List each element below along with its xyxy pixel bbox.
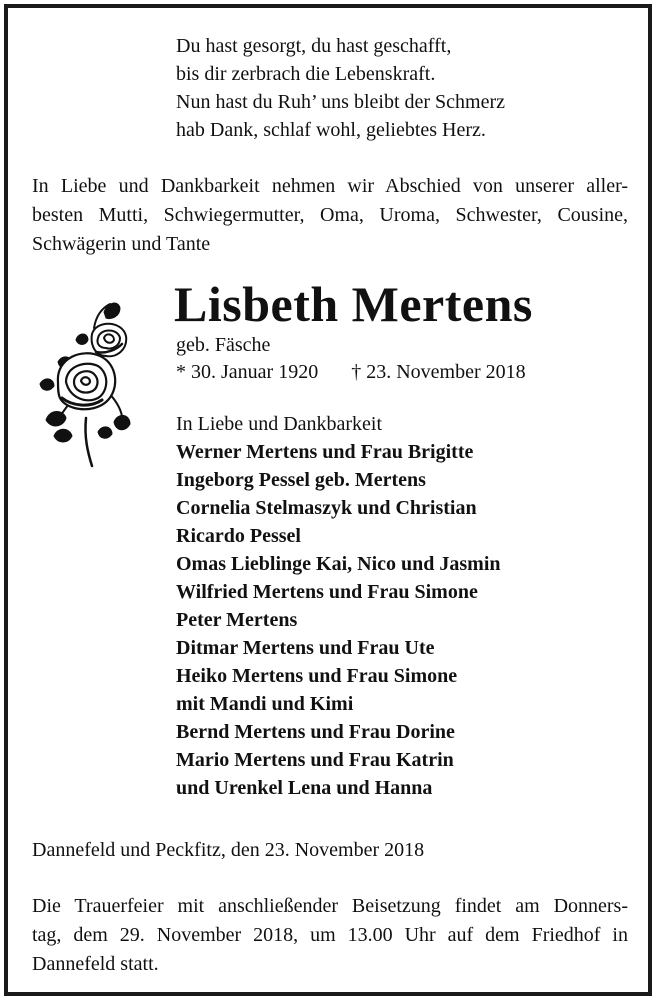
- intro-line: In Liebe und Dankbarkeit nehmen wir Abschied von unserer aller-: [32, 175, 628, 197]
- birth-date: * 30. Januar 1920: [176, 361, 319, 383]
- intro-text: [32, 172, 628, 259]
- family-member: Cornelia Stelmaszyk und Christian: [176, 497, 477, 519]
- notice-border: [4, 4, 652, 996]
- family-member: Ditmar Mertens und Frau Ute: [176, 637, 435, 659]
- family-member: Ingeborg Pessel geb. Mertens: [176, 469, 426, 491]
- family-member: Omas Lieblinge Kai, Nico und Jasmin: [176, 553, 501, 575]
- family-member: Ricardo Pessel: [176, 525, 301, 547]
- intro-line: Schwägerin und Tante: [32, 233, 211, 255]
- deceased-name: Lisbeth Mertens: [174, 276, 533, 332]
- born-name: geb. Fäsche: [176, 334, 271, 356]
- funeral-line: Die Trauerfeier mit anschließender Beisetzung findet am Donners-: [32, 895, 628, 917]
- family-member: Heiko Mertens und Frau Simone: [176, 665, 458, 687]
- family-member: mit Mandi und Kimi: [176, 693, 354, 715]
- family-member: Wilfried Mertens und Frau Simone: [176, 581, 478, 603]
- family-member: und Urenkel Lena und Hanna: [176, 777, 433, 799]
- poem: [176, 32, 636, 144]
- life-dates: [176, 358, 636, 386]
- poem-line: bis dir zerbrach die Lebenskraft.: [176, 63, 436, 85]
- family-member: Werner Mertens und Frau Brigitte: [176, 441, 474, 463]
- funeral-info: [32, 892, 628, 979]
- funeral-line: tag, dem 29. November 2018, um 13.00 Uhr auf dem Friedhof in: [32, 924, 628, 946]
- poem-line: Nun hast du Ruh’ uns bleibt der Schmerz: [176, 91, 506, 113]
- funeral-line: Dannefeld statt.: [32, 953, 159, 975]
- poem-line: Du hast gesorgt, du hast geschafft,: [176, 35, 452, 57]
- family-member: Peter Mertens: [176, 609, 298, 631]
- family-lead: In Liebe und Dankbarkeit: [176, 413, 383, 435]
- death-date: † 23. November 2018: [351, 361, 526, 383]
- family-member: Bernd Mertens und Frau Dorine: [176, 721, 455, 743]
- family-list: [176, 410, 636, 802]
- poem-line: hab Dank, schlaf wohl, geliebtes Herz.: [176, 119, 486, 141]
- obituary-notice: [8, 8, 648, 992]
- rose-icon: [36, 298, 132, 468]
- intro-line: besten Mutti, Schwiegermutter, Oma, Uroma, Schwester, Cousine,: [32, 204, 628, 226]
- place-date: Dannefeld und Peckfitz, den 23. November 2018: [32, 839, 425, 861]
- family-member: Mario Mertens und Frau Katrin: [176, 749, 454, 771]
